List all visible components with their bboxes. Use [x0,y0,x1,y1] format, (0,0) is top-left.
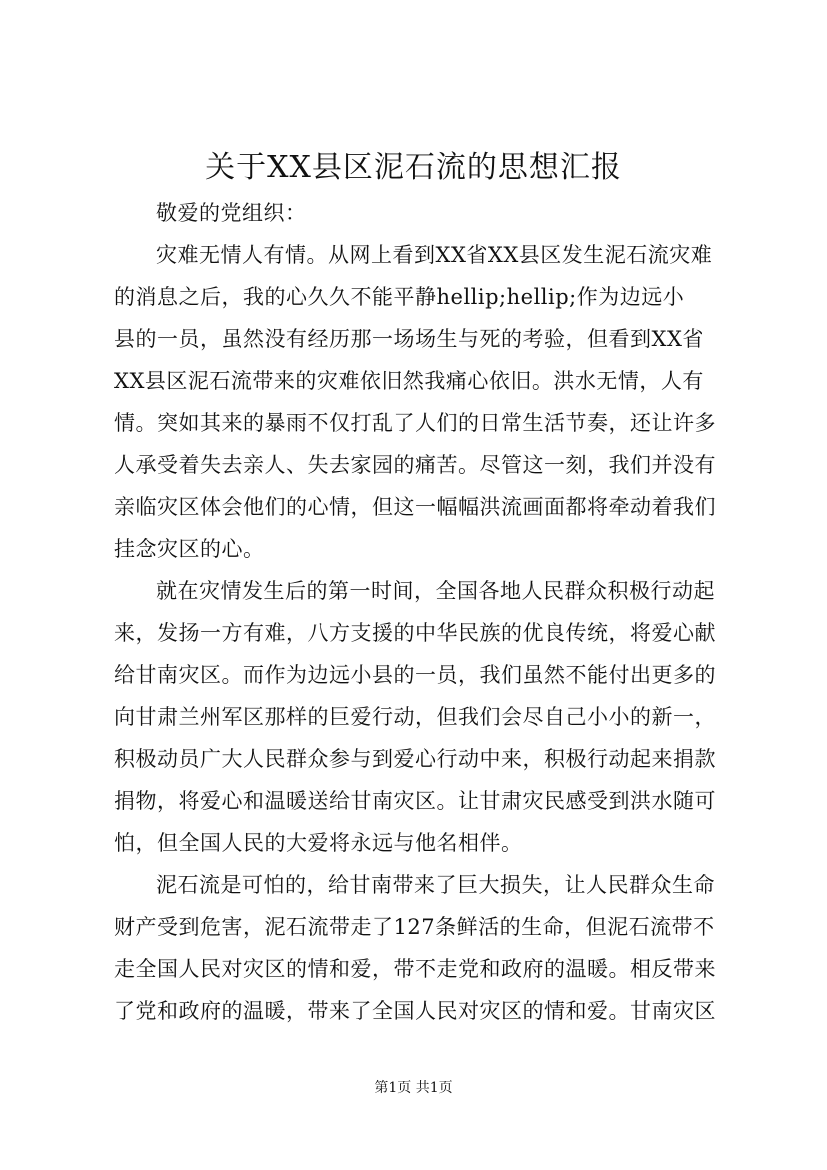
salutation: 敬爱的党组织： [156,201,307,225]
body-line: 亲临灾区体会他们的心情，但这一幅幅洪流画面都将牵动着我们 [114,495,716,519]
body-line: 来，发扬一方有难，八方支援的中华民族的优良传统，将爱心献 [114,621,716,645]
body-line: 的消息之后，我的心久久不能平静hellip;hellip;作为边远小 [114,285,685,309]
body-line: 给甘南灾区。而作为边远小县的一员，我们虽然不能付出更多的 [114,663,716,687]
body-line: 走全国人民对灾区的情和爱，带不走党和政府的温暖。相反带来 [114,957,716,981]
body-line: 县的一员，虽然没有经历那一场场生与死的考验，但看到XX省 [114,327,704,351]
body-line: 灾难无情人有情。从网上看到XX省XX县区发生泥石流灾难 [156,243,713,267]
body-line: 财产受到危害，泥石流带走了127条鲜活的生命，但泥石流带不 [114,915,715,939]
body-line: 泥石流是可怕的，给甘南带来了巨大损失，让人民群众生命 [156,873,715,897]
page-footer: 第1页 共1页 [374,1080,453,1096]
body-line: 情。突如其来的暴雨不仅打乱了人们的日常生活节奏，还让许多 [114,411,716,435]
body-line: 了党和政府的温暖，带来了全国人民对灾区的情和爱。甘南灾区 [114,999,716,1023]
body-line: 向甘肃兰州军区那样的巨爱行动，但我们会尽自己小小的新一， [114,705,716,729]
document-title: 关于XX县区泥石流的思想汇报 [205,150,622,185]
body-line: 积极动员广大人民群众参与到爱心行动中来，积极行动起来捐款 [114,747,716,771]
body-line: 捐物，将爱心和温暖送给甘南灾区。让甘肃灾民感受到洪水随可 [114,789,716,813]
body-line: XX县区泥石流带来的灾难依旧然我痛心依旧。洪水无情，人有 [114,369,704,393]
body-line: 挂念灾区的心。 [114,537,265,561]
body-line: 怕，但全国人民的大爱将永远与他名相伴。 [114,831,523,855]
body-line: 就在灾情发生后的第一时间，全国各地人民群众积极行动起 [156,579,715,603]
body-line: 人承受着失去亲人、失去家园的痛苦。尽管这一刻，我们并没有 [114,453,716,477]
